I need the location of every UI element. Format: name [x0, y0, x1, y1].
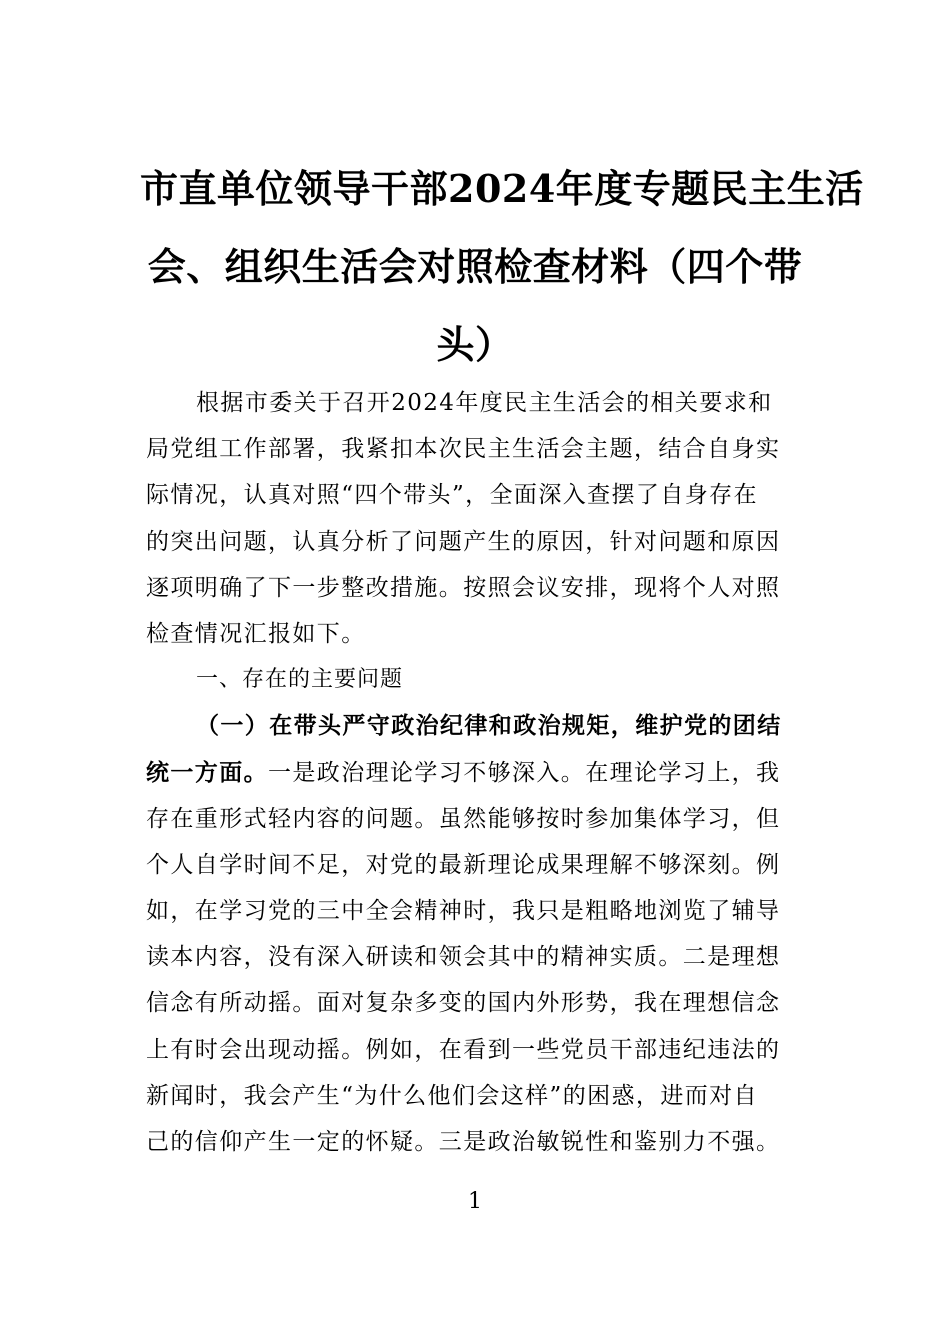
subsection-heading-line [146, 703, 811, 749]
intro-line-2: 局党组工作部署，我紧扣本次民主生活会主题，结合自身实 [146, 436, 781, 463]
document-body [146, 380, 811, 1165]
subsection-line-7: 上有时会出现动摇。例如，在看到一些党员干部违纪违法的 [146, 1036, 781, 1063]
subsection-line-5: 读本内容，没有深入研读和领会其中的精神实质。二是理想 [146, 944, 781, 971]
section-heading: 一、存在的主要问题 [196, 667, 404, 693]
intro-line-6: 检查情况汇报如下。 [146, 620, 366, 647]
subsection-line-4: 如，在学习党的三中全会精神时，我只是粗略地浏览了辅导 [146, 898, 781, 925]
document-title [140, 150, 864, 384]
intro-line-3: 际情况，认真对照“四个带头”，全面深入查摆了自身存在 [146, 482, 758, 509]
subsection-line-1 [146, 750, 811, 796]
page-number: 1 [468, 1189, 482, 1214]
subsection-line-2: 存在重形式轻内容的问题。虽然能够按时参加集体学习，但 [146, 805, 781, 832]
subsection-line-3: 个人自学时间不足，对党的最新理论成果理解不够深刻。例 [146, 851, 781, 878]
title-line-2: 会、组织生活会对照检查材料（四个带 [147, 244, 803, 289]
subsection-line-6: 信念有所动摇。面对复杂多变的国内外形势，我在理想信念 [146, 990, 781, 1017]
subsection-text-start: 一是政治理论学习不够深入。在理论学习上，我 [268, 759, 781, 786]
title-line-3: 头） [436, 322, 514, 367]
subsection-heading-cont: 统一方面。 [146, 758, 268, 786]
title-line-1: 市直单位领导干部2024年度专题民主生活 [140, 166, 864, 211]
intro-line-1: 根据市委关于召开2024年度民主生活会的相关要求和 [196, 390, 773, 416]
subsection-line-9: 己的信仰产生一定的怀疑。三是政治敏锐性和鉴别力不强。 [146, 1129, 781, 1155]
subsection-heading: （一）在带头严守政治纪律和政治规矩，维护党的团结 [196, 712, 782, 740]
intro-line-5: 逐项明确了下一步整改措施。按照会议安排，现将个人对照 [146, 574, 781, 601]
subsection-line-8: 新闻时，我会产生“为什么他们会这样”的困惑，进而对自 [146, 1082, 758, 1109]
intro-line-4: 的突出问题，认真分析了问题产生的原因，针对问题和原因 [146, 528, 781, 555]
